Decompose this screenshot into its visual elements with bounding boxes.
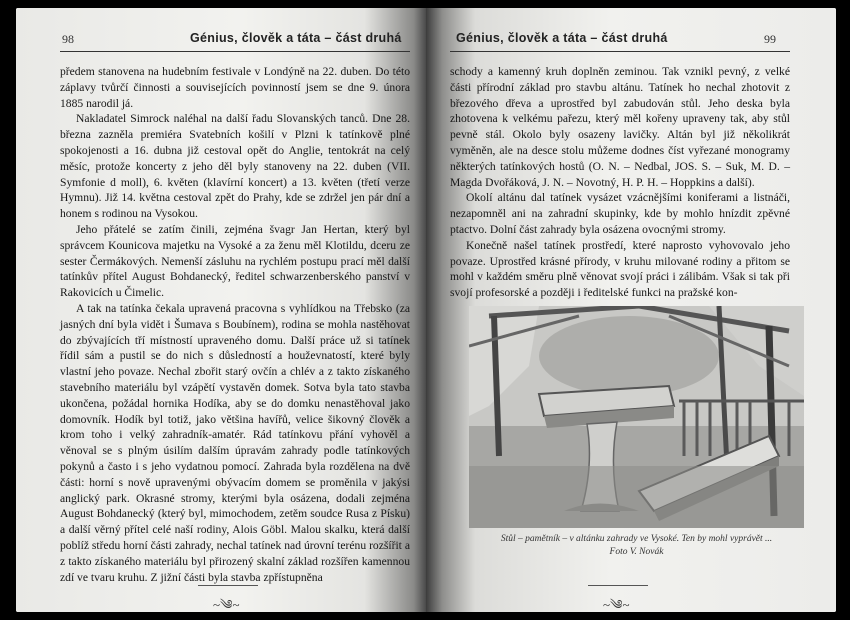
page-number: 98 — [62, 32, 74, 46]
footer-rule — [198, 585, 258, 586]
running-head: Génius, člověk a táta – část druhá — [190, 31, 402, 45]
left-page — [16, 8, 426, 612]
photo-caption: Stůl – pamětník – v altánku zahrady ve Vysoké. Ten by mohl vyprávět ... — [500, 534, 773, 544]
header-rule — [60, 51, 410, 52]
paragraph: Okolí altánu dal tatínek vysázet vzácnějšími koniferami a listnáči, nezapomněl ani na zahradní skupinky, kde by mohlo hnízdit zpěvné ptactvo. Dolní část zahrady byla osázena ovocnými stromy. — [450, 191, 790, 236]
garden-table-photo — [469, 306, 804, 528]
running-head: Génius, člověk a táta – část druhá — [456, 31, 668, 45]
page-number: 99 — [764, 32, 776, 46]
paragraph: Jeho přátelé se zatím činili, zejména švagr Jan Hertan, který byl správcem Kounicova majetku na Vysoké a za ženu měl Klotildu, dceru ze sester Čermákových. Nemenší zásluhu na rychlém postupu prací měl další tatínkův přítel August Bohdanecký, ředitel schwarzenberského panství v Rakovicích u Čimelic. — [60, 222, 410, 300]
right-body-text — [450, 64, 790, 301]
paragraph: předem stanovena na hudebním festivale v Londýně na 22. duben. Do této záplavy tvůrčí činnosti a souvisejících povinností jsem se dne 9. února 1885 narodil já. — [60, 65, 410, 110]
photo-illustration — [469, 306, 804, 528]
ornament-icon: ~༄~ — [213, 597, 240, 612]
left-body-text — [60, 64, 410, 585]
paragraph: A tak na tatínka čekala upravená pracovna s vyhlídkou na Třebsko (za jasných dní byla vidět i Šumava s Boubínem), rodina se mohla nastěhovat do zbývajících tří místností upraveného domu. Další práce už si tatínek řídil sám a pustil se do nich s důsledností a houževnatostí, které byly vlastní jeho povaze. Nechal zbořit starý ovčín a chlév a z takto získaného stavebního materiálu byl vzápětí vystavěn domek. Sotva byla tato stavba ukončena, požádal hornika Hodíka, aby se do domku nenastěhoval jako domovník. Hodík byl totiž, jako většina havířů, velice šikovný člověk a krom toho i velký zahradník-amatér. Rád tatínkovu přání vyhověl a věnoval se s plným úsilím dalším úpravám zahrady podle tatínkových pokynů a často i s jeho vydatnou pomocí. Zahrada byla rozdělena na dvě části: horní s nově upravenými obývacím domem se proměnila v jakýsi anglický park. Okrasné stromy, kterými byla osázena, dodali zejména August Bohdanecký (který byl, mimochodem, zetěm soudce Rusa z Písku) a další věrný přítel celé naší rodiny, Alois Göbl. Malou skalku, která další poblíž středu horní části zahrady, nechal tatínek nad úrovní terénu rozšířit a z takto získaného materiálu byl přirozený skalní základ rozšířen kamennou zdí ve tvaru kruhu. Z jižní části byla stavba zpřístupněna — [60, 301, 410, 584]
footer-rule — [588, 585, 648, 586]
right-page — [426, 8, 836, 612]
paragraph: schody a kamenný kruh doplněn zeminou. Tak vznikl pevný, z velké části přírodní základ pro stavbu altánu. Tatínek ho nechal zhotovit z březového dřeva a uprostřed byl zabudován stůl. Jeho deska byla zhotovena k velkému pařezu, který měl kořeny upraveny tak, aby stůl pevně stál. Okolo byly osazeny lavičky. Altán byl již několikrát vyměněn, ale na desce stolu můžeme dodnes číst vyřezané monogramy některých tatínkových hostů (O. N. – Nedbal, JOS. S. – Suk, M. D. – Magda Dvořáková, J. N. – Novotný, H. P. H. – Hoppkins a další). — [450, 65, 790, 189]
paragraph: Nakladatel Simrock naléhal na další řadu Slovanských tanců. Dne 28. března zazněla premiéra Svatebních košilí v Plzni k tatínkově plné spokojenosti a 16. dubna již cestoval opět do Anglie, tentokrát na celý měsíc, protože koncerty z jeho děl byly stanoveny na 22. duben (VII. Symfonie d moll), 6. květen (klavírní koncert) a 13. květen (třetí verze Hymnu). Již 14. května cestoval zpět do Prahy, kde se zdržel jen pár dní a honem s rodinou na Vysokou. — [60, 112, 410, 221]
paragraph: Konečně našel tatínek prostředí, které naprosto vyhovovalo jeho povaze. Uprostřed krásné přírody, v kruhu milované rodiny a přitom se mohl v každém směru plně věnovat svojí práci i zálibám. Však si tak při svojí profesorské a později i ředitelské funkci na pražské kon- — [450, 238, 790, 300]
photo-credit: Foto V. Novák — [609, 547, 664, 557]
ornament-icon: ~༄~ — [603, 597, 630, 612]
open-book — [16, 8, 836, 612]
header-rule — [450, 51, 790, 52]
